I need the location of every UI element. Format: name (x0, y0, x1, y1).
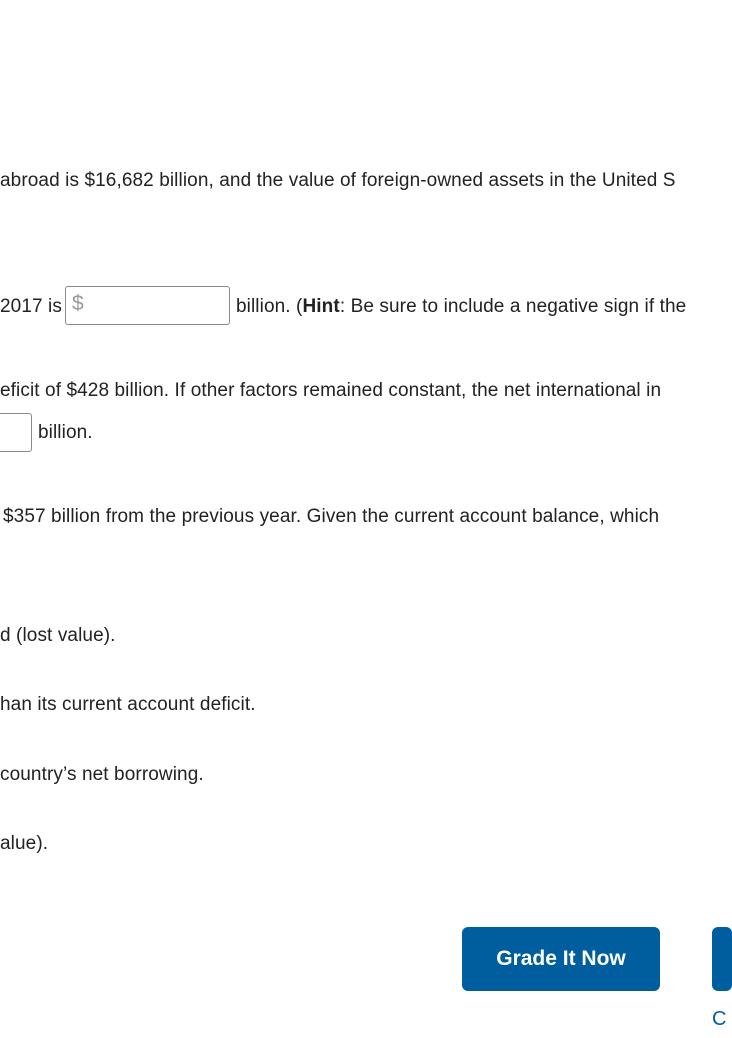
part1-answer-input[interactable] (90, 289, 225, 322)
footer-link-partial[interactable]: C (712, 1008, 727, 1030)
hint-text: : Be sure to include a negative sign if the (339, 296, 687, 317)
next-button-partial[interactable] (712, 927, 732, 991)
grade-it-now-button[interactable]: Grade It Now (462, 927, 660, 991)
part2-answer-input[interactable] (0, 416, 27, 449)
part1-answer-input-wrapper[interactable] (65, 286, 230, 325)
part2-suffix-text: billion. (38, 422, 93, 443)
part2-answer-input-wrapper[interactable] (0, 413, 32, 452)
answer-option-3[interactable]: country’s net borrowing. (0, 764, 204, 785)
part2-question-text: eficit of $428 billion. If other factors remained constant, the net international in (0, 380, 662, 401)
part3-question-text: $357 billion from the previous year. Given the current account balance, which (3, 506, 660, 527)
part1-after-input-text: billion. ( (236, 296, 303, 317)
answer-option-2[interactable]: han its current account deficit. (0, 694, 256, 715)
question-intro-text: abroad is $16,682 billion, and the value of foreign-owned assets in the United S (0, 170, 676, 191)
answer-option-1[interactable]: d (lost value). (0, 625, 116, 646)
dollar-sign-icon: $ (72, 292, 84, 315)
answer-option-4[interactable]: alue). (0, 833, 49, 854)
hint-label: Hint (302, 296, 340, 317)
part1-suffix-text (236, 295, 686, 319)
part1-prefix-text: 2017 is (0, 296, 62, 317)
